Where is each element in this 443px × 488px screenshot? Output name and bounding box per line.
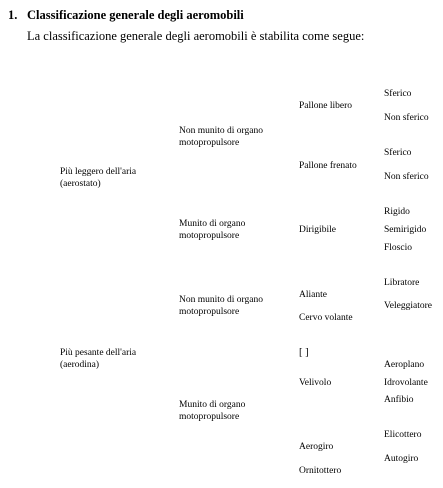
velivolo: Velivolo xyxy=(299,378,332,388)
cervo-volante: Cervo volante xyxy=(299,313,353,323)
section-title: Classificazione generale degli aeromobili xyxy=(27,8,244,22)
aerogiro: Aerogiro xyxy=(299,442,334,452)
category-heavier-than-air: Più pesante dell'aria (aerodina) xyxy=(60,348,137,370)
floscio: Floscio xyxy=(384,243,412,253)
rigido: Rigido xyxy=(384,207,410,217)
bracket-placeholder: [ ] xyxy=(299,347,309,358)
category-lighter-than-air: Più leggero dell'aria (aerostato) xyxy=(60,167,137,189)
veleggiatore: Veleggiatore xyxy=(384,301,433,311)
heavier-powered: Munito di organo motopropulsore xyxy=(179,400,246,422)
heavier-non-powered: Non munito di organo motopropulsore xyxy=(179,295,264,317)
pallone-frenato-sferico: Sferico xyxy=(384,148,412,158)
ornitottero: Ornitottero xyxy=(299,466,342,476)
autogiro: Autogiro xyxy=(384,454,419,464)
lighter-powered: Munito di organo motopropulsore xyxy=(179,219,246,241)
intro-text: La classificazione generale degli aeromobili è stabilita come segue: xyxy=(27,29,365,43)
pallone-libero: Pallone libero xyxy=(299,101,353,111)
pallone-frenato: Pallone frenato xyxy=(299,161,357,171)
elicottero: Elicottero xyxy=(384,430,422,440)
dirigibile: Dirigibile xyxy=(299,225,336,235)
aliante: Aliante xyxy=(299,290,327,300)
idrovolante: Idrovolante xyxy=(384,378,428,388)
anfibio: Anfibio xyxy=(384,395,414,405)
section-number: 1. xyxy=(8,8,18,22)
pallone-frenato-non-sferico: Non sferico xyxy=(384,172,429,182)
lighter-non-powered: Non munito di organo motopropulsore xyxy=(179,126,264,148)
aeroplano: Aeroplano xyxy=(384,360,425,370)
pallone-libero-sferico: Sferico xyxy=(384,89,412,99)
pallone-libero-non-sferico: Non sferico xyxy=(384,113,429,123)
semirigido: Semirigido xyxy=(384,225,427,235)
libratore: Libratore xyxy=(384,278,420,288)
